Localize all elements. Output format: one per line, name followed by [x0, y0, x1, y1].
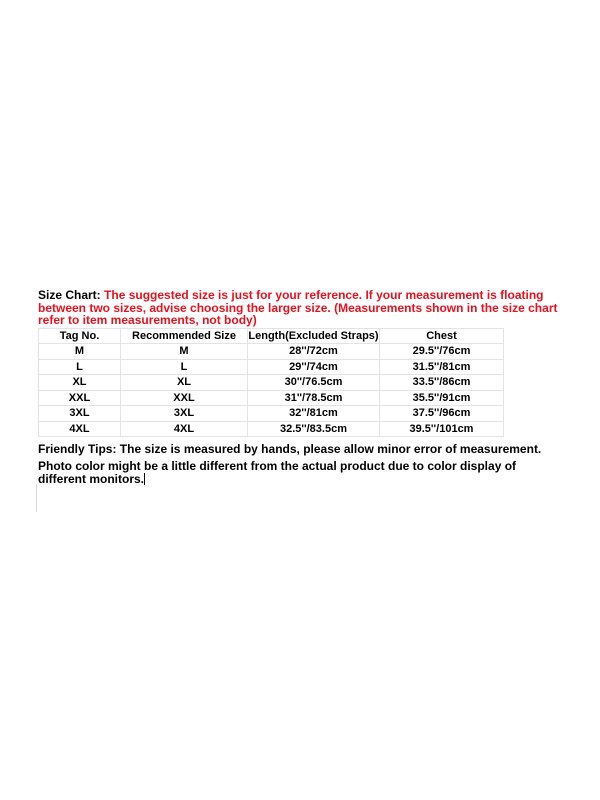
cell-tag-no: 3XL	[39, 406, 121, 422]
table-row	[39, 421, 504, 437]
header-recommended-size: Recommended Size	[121, 328, 248, 344]
color-note	[38, 460, 538, 486]
cell-length: 29''/74cm	[248, 359, 380, 375]
cell-chest: 33.5''/86cm	[380, 375, 504, 391]
color-note-text: Photo color might be a little different from the actual product due to color display of different monitors.	[38, 459, 517, 486]
table-row	[39, 406, 504, 422]
header-chest: Chest	[380, 328, 504, 344]
table-row	[39, 390, 504, 406]
table-row	[39, 375, 504, 391]
table-row	[39, 359, 504, 375]
size-table	[38, 328, 504, 438]
cell-length: 28''/72cm	[248, 344, 380, 360]
cell-length: 30''/76.5cm	[248, 375, 380, 391]
cell-tag-no: 4XL	[39, 421, 121, 437]
cell-chest: 29.5''/76cm	[380, 344, 504, 360]
size-chart-note: The suggested size is just for your reference. If your measurement is floating between two sizes, advise choosing the larger size. (Measurements shown in the size chart refer to item measurements, not body)	[38, 288, 558, 327]
cell-recommended-size: XXL	[121, 390, 248, 406]
cell-tag-no: L	[39, 359, 121, 375]
cell-recommended-size: M	[121, 344, 248, 360]
cell-length: 32.5''/83.5cm	[248, 421, 380, 437]
cell-recommended-size: L	[121, 359, 248, 375]
header-length: Length(Excluded Straps)	[248, 329, 379, 342]
text-area-left-rule	[36, 484, 37, 512]
cell-recommended-size: 3XL	[121, 406, 248, 422]
table-header-row	[39, 328, 504, 344]
cell-tag-no: XL	[39, 375, 121, 391]
cell-chest: 39.5''/101cm	[380, 421, 504, 437]
cell-chest: 37.5''/96cm	[380, 406, 504, 422]
cell-length: 31''/78.5cm	[248, 390, 380, 406]
table-row	[39, 344, 504, 360]
cell-chest: 35.5''/91cm	[380, 390, 504, 406]
text-caret	[144, 473, 145, 485]
cell-length: 32''/81cm	[248, 406, 380, 422]
size-chart-label: Size Chart:	[38, 288, 101, 302]
cell-recommended-size: 4XL	[121, 421, 248, 437]
size-chart-document	[38, 289, 568, 486]
size-chart-intro	[38, 289, 568, 327]
cell-tag-no: M	[39, 344, 121, 360]
cell-recommended-size: XL	[121, 375, 248, 391]
cell-tag-no: XXL	[39, 390, 121, 406]
friendly-tips: Friendly Tips: The size is measured by hands, please allow minor error of measurement.	[38, 442, 542, 456]
cell-chest: 31.5''/81cm	[380, 359, 504, 375]
header-tag-no: Tag No.	[39, 328, 121, 344]
